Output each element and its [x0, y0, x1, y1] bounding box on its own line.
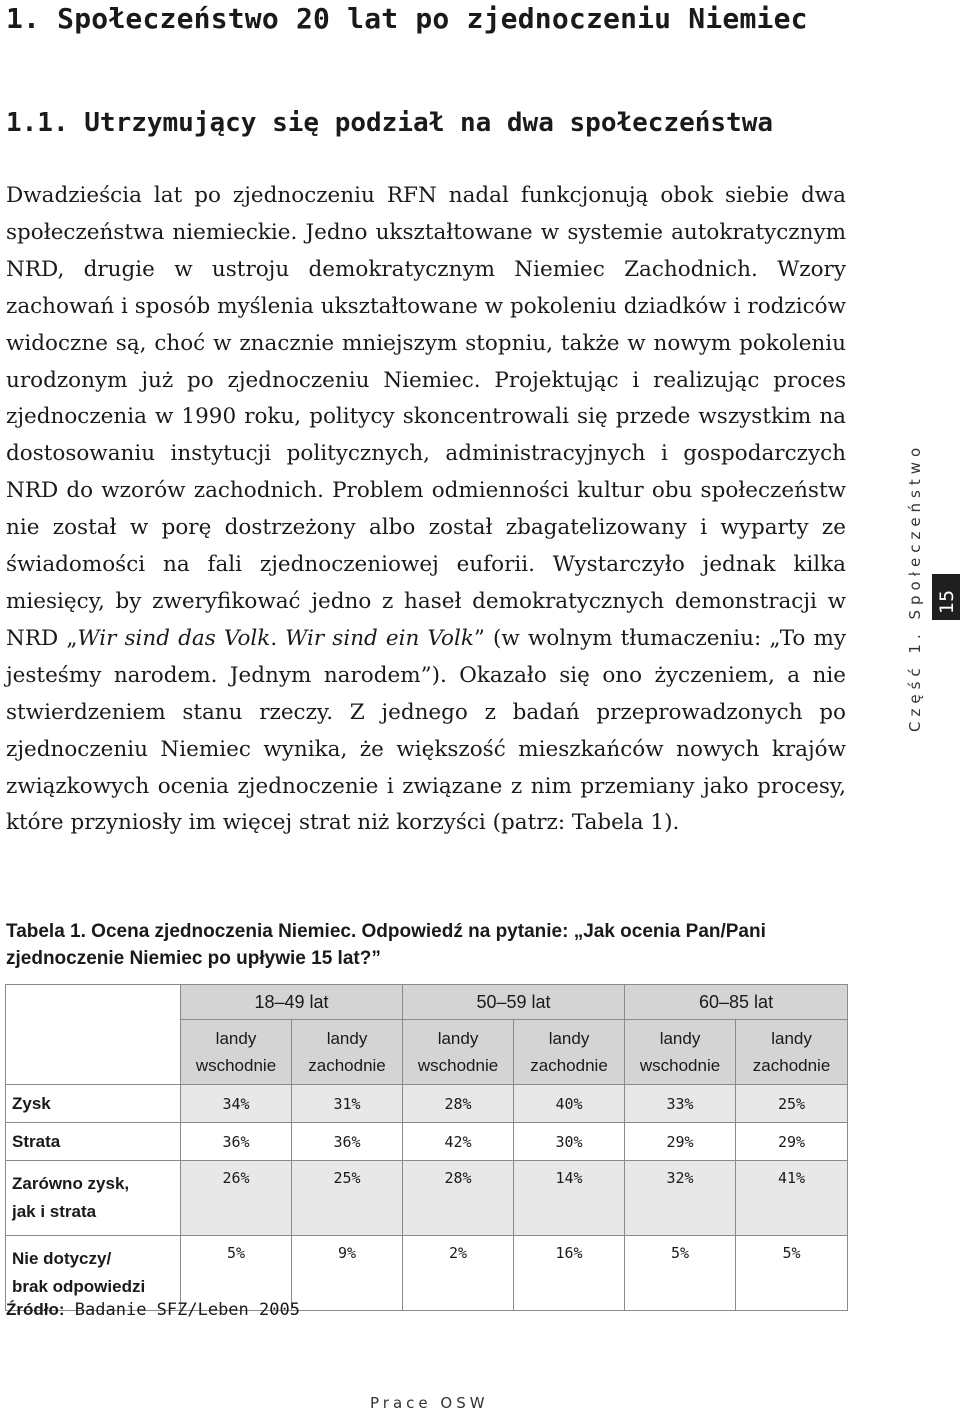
- table-cell: 29%: [736, 1123, 848, 1161]
- row-label: Zarówno zysk, jak i strata: [6, 1161, 181, 1236]
- region-header-east: landy wschodnie: [181, 1020, 292, 1085]
- page-number: 15: [936, 589, 958, 614]
- table-cell: 30%: [514, 1123, 625, 1161]
- table-cell: 29%: [625, 1123, 736, 1161]
- table-cell: 16%: [514, 1236, 625, 1311]
- table-cell: 5%: [181, 1236, 292, 1311]
- table-cell: 41%: [736, 1161, 848, 1236]
- row-label: Strata: [6, 1123, 181, 1161]
- region-header-west: landy zachodnie: [292, 1020, 403, 1085]
- table-cell: 25%: [292, 1161, 403, 1236]
- table-cell: 5%: [736, 1236, 848, 1311]
- region-header-east: landy wschodnie: [625, 1020, 736, 1085]
- table-cell: 25%: [736, 1085, 848, 1123]
- age-group-header: 60–85 lat: [625, 985, 848, 1020]
- chapter-heading: 1. Społeczeństwo 20 lat po zjednoczeniu Niemiec: [6, 2, 808, 35]
- quote-wir-sind-das-volk: Wir sind das Volk: [77, 625, 271, 651]
- table-caption: Tabela 1. Ocena zjednoczenia Niemiec. Odpowiedź na pytanie: „Jak ocenia Pan/Pani zjednoczenie Niemiec po upływie 15 lat?”: [6, 921, 766, 969]
- row-label: Zysk: [6, 1085, 181, 1123]
- table-row: [6, 1161, 848, 1236]
- table-row: [6, 1123, 848, 1161]
- table-cell: 2%: [403, 1236, 514, 1311]
- table-cell: 42%: [403, 1123, 514, 1161]
- section-heading: 1.1. Utrzymujący się podział na dwa społeczeństwa: [6, 108, 774, 138]
- age-group-header: 18–49 lat: [181, 985, 403, 1020]
- table-cell: 36%: [292, 1123, 403, 1161]
- table-cell: 40%: [514, 1085, 625, 1123]
- region-header-west: landy zachodnie: [736, 1020, 848, 1085]
- row-label: Nie dotyczy/ brak odpowiedzi: [6, 1236, 181, 1311]
- paragraph-text: ” (w wolnym tłumaczeniu: „To my jesteśmy narodem. Jednym narodem”). Okazało się ono życzeniem, a nie stwierdzeniem stanu rzeczy. Z jednego z badań przeprowadzonych po zjednoczeniu Niemiec wynika, że większość mieszkańców nowych krajów związkowych ocenia zjednoczenie i związane z nim przemiany jako procesy, które przyniosły im więcej strat niż korzyści (patrz: Tabela 1).: [6, 625, 847, 836]
- table-cell: 32%: [625, 1161, 736, 1236]
- table-cell: 9%: [292, 1236, 403, 1311]
- survey-table: [5, 984, 848, 1311]
- region-header-west: landy zachodnie: [514, 1020, 625, 1085]
- page-footer: Prace OSW: [370, 1394, 489, 1412]
- source-text: Badanie SFZ/Leben 2005: [64, 1300, 300, 1320]
- table-cell: 33%: [625, 1085, 736, 1123]
- table-cell: 28%: [403, 1161, 514, 1236]
- table-cell: 26%: [181, 1161, 292, 1236]
- table-header-row: [6, 985, 848, 1020]
- side-running-header: Część 1. Społeczeństwo: [906, 442, 924, 732]
- age-group-header: 50–59 lat: [403, 985, 625, 1020]
- region-header-east: landy wschodnie: [403, 1020, 514, 1085]
- table-corner: [6, 985, 181, 1085]
- table-cell: 31%: [292, 1085, 403, 1123]
- paragraph-text: .: [270, 625, 286, 651]
- table-source: [6, 1300, 300, 1320]
- table-cell: 36%: [181, 1123, 292, 1161]
- paragraph-text: Dwadzieścia lat po zjednoczeniu RFN nadal funkcjonują obok siebie dwa społeczeństwa niemieckie. Jedno ukształtowane w systemie autokratycznym NRD, drugie w ustroju demokratycznym Niemiec Zachodnich. Wzory zachowań i sposób myślenia ukształtowane w pokoleniu dziadków i rodziców widoczne są, choć w znacznie mniejszym stopniu, także w nowym pokoleniu urodzonym już po zjednoczeniu Niemiec. Projektując i realizując proces zjednoczenia w 1990 roku, politycy skoncentrowali się przede wszystkim na dostosowaniu instytucji politycznych, administracyjnych i gospodarczych NRD do wzorów zachodnich. Problem odmienności kultur obu społeczeństw nie został w porę dostrzeżony albo został zbagatelizowany i wyparty ze świadomości na fali zjednoczeniowej euforii. Wystarczyło jednak kilka miesięcy, by zweryfikować jedno z haseł demokratycznych demonstracji w NRD „: [6, 183, 846, 651]
- table-row: [6, 1085, 848, 1123]
- body-paragraph: [6, 178, 846, 842]
- table-cell: 14%: [514, 1161, 625, 1236]
- quote-wir-sind-ein-volk: Wir sind ein Volk: [285, 625, 474, 651]
- table-cell: 34%: [181, 1085, 292, 1123]
- source-label: Źródło:: [6, 1300, 65, 1319]
- table-cell: 28%: [403, 1085, 514, 1123]
- table-cell: 5%: [625, 1236, 736, 1311]
